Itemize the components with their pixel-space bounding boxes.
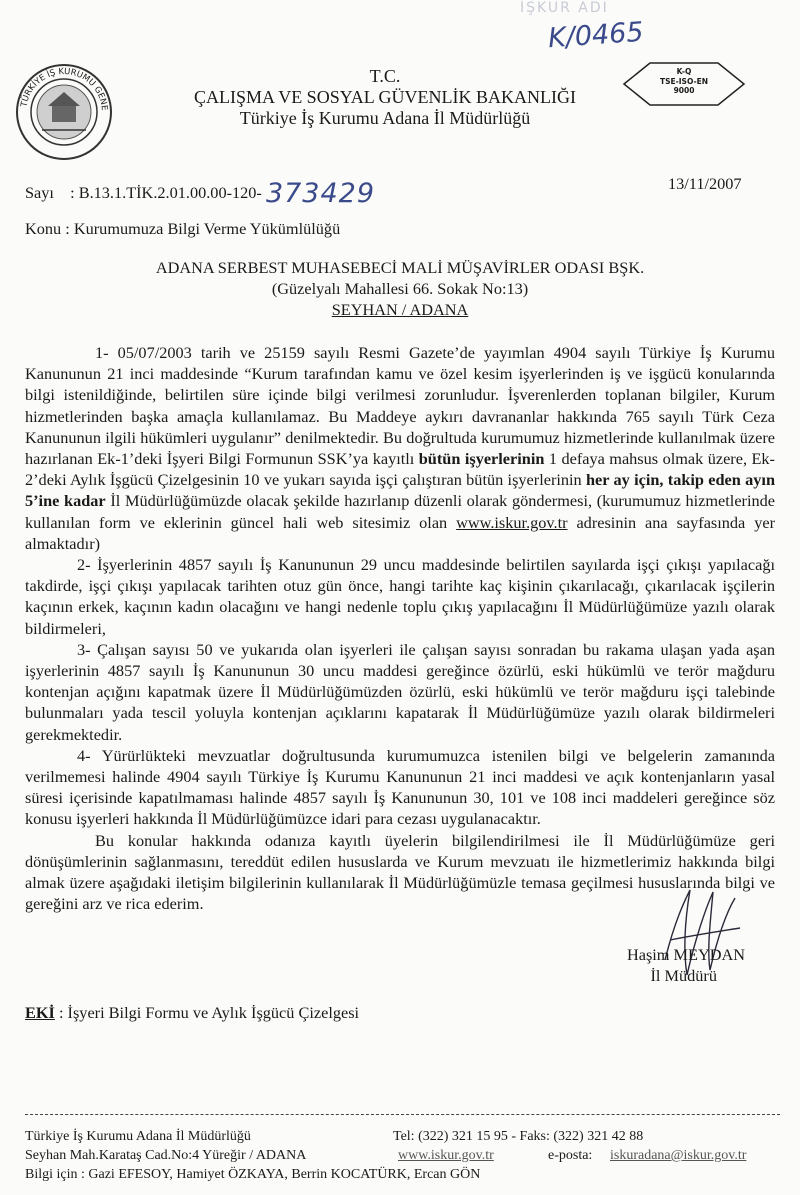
signature-block	[580, 944, 745, 986]
attachments-value: : İşyeri Bilgi Formu ve Aylık İşgücü Çizelgesi	[58, 1003, 360, 1022]
recipient-name: ADANA SERBEST MUHASEBECİ MALİ MÜŞAVİRLER ODASI BŞK.	[155, 258, 645, 277]
footer-org: Türkiye İş Kurumu Adana İl Müdürlüğü	[25, 1129, 251, 1144]
reference-line	[25, 174, 376, 209]
sayi-handwritten: 373429	[265, 178, 376, 209]
letterhead-tc: T.C.	[369, 66, 401, 86]
certification-badge	[620, 60, 748, 108]
konu-value: : Kurumumuza Bilgi Verme Yükümlülüğü	[65, 219, 341, 238]
website-link[interactable]: www.iskur.gov.tr	[456, 512, 568, 532]
footer-website-link[interactable]: www.iskur.gov.tr	[398, 1148, 494, 1163]
emphasis-all-workplaces: bütün işyerlerinin	[418, 449, 545, 469]
footer-phone: Tel: (322) 321 15 95 - Faks: (322) 321 42 88	[393, 1129, 644, 1144]
badge-line1: K-Q	[676, 67, 692, 76]
emphasis-deadline: her ay için, takip eden ayın 5’ine kadar	[25, 470, 775, 511]
recipient-block	[100, 257, 700, 320]
konu-label: Konu	[25, 219, 62, 238]
sayi-label: Sayı	[25, 183, 54, 202]
footer-address: Seyhan Mah.Karataş Cad.No:4 Yüreğir / ADANA	[25, 1148, 307, 1163]
sayi-value: : B.13.1.TİK.2.01.00.00-120-	[70, 183, 262, 202]
institution-seal	[14, 62, 114, 162]
paragraph-3: 3- Çalışan sayısı 50 ve yukarıda olan işyerleri ile çalışan sayısı sonradan bu rakama ulaşan yada aşan işyerlerinin 4857 sayılı İş Kanununun 30 uncu maddesi gereğince özürlü, eski hükümlü ve terör mağduru kontenjan açığını kapatmak üzere İl Müdürlüğümüzden özürlü, eski hükümlü ve terör mağduru işçi talebinde bulunmaları yada tescil yoluyla kontenjan açıklarını kapatarak İl Müdürlüğümüze yazılı olarak bildirmeleri gerekmektedir.	[25, 639, 775, 744]
subject-line	[25, 219, 340, 239]
seal-icon	[14, 62, 114, 162]
badge-line3: 9000	[673, 86, 695, 95]
paragraph-5: Bu konular hakkında odanıza kayıtlı üyelerin bilgilendirilmesi ile İl Müdürlüğümüze geri dönüşümlerinin sağlanmasını, tereddüt edilen hususlarda ve Kurum mevzuatı ile hizmetlerimiz hakkında bilgi almak üzere aşağıdaki iletişim bilgilerinin kullanılarak İl Müdürlüğümüzle temasa geçilmesi hususlarında bilgi ve gereğini arz ve rica ederim.	[25, 830, 775, 914]
footer-contact-persons: Bilgi için : Gazi EFESOY, Hamiyet ÖZKAYA, Berrin KOCATÜRK, Ercan GÖN	[25, 1167, 481, 1182]
signatory-name: Haşim MEYDAN	[626, 945, 745, 964]
attachments-label: EKİ	[25, 1003, 55, 1022]
seal-text: TÜRKİYE İŞ KURUMU GENE	[19, 66, 110, 111]
faint-top-stamp: İŞKUR ADI	[520, 0, 609, 16]
attachments-line	[25, 1003, 359, 1023]
letterhead-ministry: ÇALIŞMA VE SOSYAL GÜVENLİK BAKANLIĞI	[194, 87, 576, 107]
letterhead	[170, 66, 600, 129]
footer-email-link[interactable]: iskuradana@iskur.gov.tr	[610, 1148, 747, 1163]
paragraph-2: 2- İşyerlerinin 4857 sayılı İş Kanununun 29 uncu maddesinde belirtilen sayılarda işçi çıkışı yapılacağı takdirde, işçi çıkışı yapılacak tarihten otuz gün önce, hangi tarihte kaç kişinin çıkarılacağı, çıkarılacak işçilerin kaçının erkek, kaçının kadın olacağını ve hangi nedenle toplu çıkış yapılacağını İl Müdürlüğümüze yazılı olarak bildirmeleri,	[25, 555, 775, 638]
letterhead-directorate: Türkiye İş Kurumu Adana İl Müdürlüğü	[239, 108, 531, 128]
footer-email-label: e-posta:	[548, 1148, 593, 1163]
paragraph-4: 4- Yürürlükteki mevzuatlar doğrultusunda kurumumuzca istenilen bilgi ve belgelerin zamanında verilmemesi halinde 4904 sayılı Türkiye İş Kurumu Kanununun 21 inci maddesi ve açık kontenjanların yasal süresi içerisinde kapatılmaması halinde 4857 sayılı İş Kanununun 30, 101 ve 108 inci maddeleri gereğince söz konusu işyerleri hakkında İl Müdürlüğümüzce idari para cezası uygulanacaktır.	[25, 745, 775, 829]
recipient-city: SEYHAN / ADANA	[331, 300, 469, 319]
footer-divider	[25, 1114, 780, 1115]
signatory-title: İl Müdürü	[650, 966, 717, 985]
handwritten-reference-number: K/0465	[547, 16, 645, 55]
badge-line2: TSE-ISO-EN	[660, 76, 708, 86]
paragraph-1: 1- 05/07/2003 tarih ve 25159 sayılı Resmi Gazete’de yayımlan 4904 sayılı Türkiye İş Kurumu Kanununun 21 inci maddesinde “Kurum tarafından kamu ve özel kesim işyerlerinden iş ve işgücü konularında bilgi istenildiğinde, belirtilen süre içinde bilgi verilmesi zorunludur. İşverenlerden toplanan bilgiler, Kurum hizmetlerinden başka amaçla kullanılamaz. Bu Maddeye aykırı davrananlar hakkında 765 sayılı Türk Ceza Kanununun ilgili hükümleri uygulanır” denilmektedir. Bu doğrultuda kurumumuz hizmetlerinde kullanılmak üzere hazırlanan Ek-1’deki İşyeri Bilgi Formunun SSK’ya kayıtlı bütün işyerlerinin 1 defaya mahsus olmak üzere, Ek-2’deki Aylık İşgücü Çizelgesinin 10 ve yukarı sayıda işçi çalıştıran bütün işyerlerinin her ay için, takip eden ayın 5’ine kadar İl Müdürlüğümüzde olacak şekilde hazırlanıp düzenli olarak göndermesi, (kurumumuz hizmetlerinde kullanılan form ve eklerinin güncel hali web sitesimiz olan www.iskur.gov.tr adresinin ana sayfasında yer almaktadır)	[25, 343, 775, 553]
document-date: 13/11/2007	[668, 174, 742, 193]
letter-body	[25, 342, 775, 914]
recipient-address: (Güzelyalı Mahallesi 66. Sokak No:13)	[271, 279, 529, 298]
